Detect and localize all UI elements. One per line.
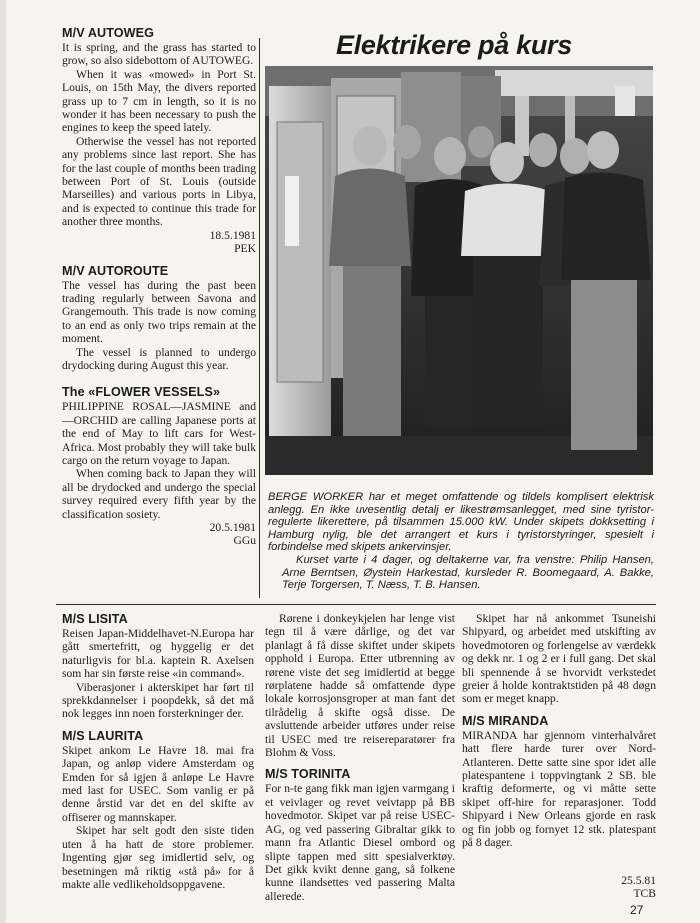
autoroute-paragraph-2: The vessel is planned to undergo drydocking during August this year. [62,345,256,372]
feature-header [268,28,660,64]
autoweg-paragraph-3: Otherwise the vessel has not reported any problems since last report. She has for the last couple of months been trading between Port of St. Louis (outside Marseilles) and various ports in Libya, and is expected to continue this trade for another three months. [62,134,256,229]
lisita-paragraph-1: Reisen Japan-Middelhavet-N.Europa har gått smertefritt, og hyggelig er det naturligvis for bl.a. kaptein R. Axelsen som har sin første reise «in command». [62,627,254,681]
torinita-paragraph-1: For n-te gang fikk man igjen varmgang i et veivlager og revet veivtapp på BB hovedmotor. Skipet var på reise USEC-AG, og ved passering Gibraltar gikk to mann fra Atlantic Diesel ombord og slipte tappen med sitt spesialverktøy. Det gikk kvikt denne gang, så folkene kunne ilandsettes ved passering Malta allerede. [265,782,455,903]
miranda-heading: M/S MIRANDA [462,713,549,728]
flower-paragraph-1: PHILIPPINE ROSAL—JASMINE and—ORCHID are calling Japanese ports at the end of May to lift cars for West-Africa. Most probably they will take bulk cargo on the return voyage to Japan. [62,400,256,467]
autoroute-heading: M/V AUTOROUTE [62,263,169,278]
bottom-column-2 [265,612,455,903]
feature-title: Elektrikere på kurs [336,30,572,60]
section-divider [56,604,656,605]
laurita-paragraph-1: Skipet ankom Le Havre 18. mai fra Japan, og anløp videre Amsterdam og Emden for så igjen å anløpe Le Havre med last for USEC. Som vanlig er på denne årstid var det en del skifte av offiserer og mannskaper. [62,743,254,824]
flower-signature: GGu [233,534,256,548]
group-photo [265,66,653,475]
photo-illustration [265,66,653,475]
miranda-signature: TCB [633,886,656,900]
caption-paragraph-1: BERGE WORKER har et meget omfattende og tildels komplisert elektrisk anlegg. En ikke uvesentlig detalj er likestrømsanlegget, med sine tyristor-regulerte likerettere, på tilsammen 15.000 kW. Under skipets dokksetting i Hamburg nylig, ble det arrangert et kurs i tyristorstyringer, spesielt i forbindelse med skipets ankervinsjer. [268,491,654,554]
laurita-continued-paragraph: Rørene i donkeykjelen har lenge vist tegn til å være dårlige, og det var planlagt å få disse skiftet under skipets opphold i Europa. Etter utbrenning av rørene viste det seg imidlertid at begge rørplatene hadde så omfattende dype lokale korrosjonsgroper at man fant det tilrådelig å skifte også disse. De avsluttende arbeider utføres under reise til USEC med tre reisereparatører fra Blohm & Voss. [265,612,455,760]
left-column [62,26,256,548]
autoweg-heading: M/V AUTOWEG [62,26,155,40]
torinita-continued-paragraph: Skipet har nå ankommet Tsuneishi Shipyard, og arbeidet med utskifting av hovedmotoren og forlengelse av værdekk og dekk nr. 1 og 2 er i full gang. Det skal bli spennende å se hvorvidt verkstedet greier å holde kontraktstiden på 48 døgn som er meget knapp. [462,612,656,706]
lisita-heading: M/S LISITA [62,612,128,626]
autoroute-paragraph-1: The vessel has during the past been trading regularly between Savona and Grangemouth. This trade is now coming to an end as only two trips remain at the moment. [62,278,256,346]
caption-paragraph-2: Kurset varte i 4 dager, og deltakerne var, fra venstre: Philip Hansen, Arne Berntsen, Øystein Harkestad, kursleder R. Boomegaard, A. Bakke, Terje Torgersen, T. Næss, T. B. Hansen. [282,553,654,592]
page-edge [0,0,6,923]
page-number: 27 [630,903,644,917]
laurita-paragraph-2: Skipet har selt godt den siste tiden uten å ha hatt de store problemer. Ingenting gjør seg imidlertid selv, og besetningen må riktig «stå på» for å makte alle vedlikeholdsoppgavene. [62,824,254,891]
miranda-date: 25.5.81 [621,873,656,887]
lisita-paragraph-2: Viberasjoner i akterskipet har ført til sprekkdannelser i poopdekk, så det må nok legges inn noen forsterkninger der. [62,680,254,721]
autoweg-paragraph-1: It is spring, and the grass has started to grow, so also sidebottom of AUTOWEG. [62,41,256,68]
bottom-column-3 [462,612,656,900]
laurita-heading: M/S LAURITA [62,728,144,743]
photo-caption [268,491,654,592]
flower-date: 20.5.1981 [209,521,256,534]
autoweg-date: 18.5.1981 [209,228,256,242]
torinita-heading: M/S TORINITA [265,767,351,782]
bottom-column-1 [62,612,254,891]
flower-paragraph-2: When coming back to Japan they will all be drydocked and undergo the special survey required every fifth year by the classification sosiety. [62,467,256,521]
column-divider [259,38,260,598]
autoweg-signature: PEK [234,242,256,256]
flower-heading: The «FLOWER VESSELS» [62,385,221,400]
miranda-paragraph-1: MIRANDA har gjennom vinterhalvåret hatt flere harde turer over Nord-Atlanteren. Dette satte sine spor idet alle platespantene i toppvingtank 2 SB. ble kraftig deformerte, og vi måtte sette skipet off-hire for reparasjoner. Todd Shipyard i New Orleans gjorde en rask og fin jobb og fornyet 12 stk. platespant på 8 dager. [462,728,656,850]
autoweg-paragraph-2: When it was «mowed» in Port St. Louis, on 15th May, the divers reported grass up to 7 cm in length, so it is no wonder it has been necessary to push the engines to keep the speed lately. [62,67,256,135]
